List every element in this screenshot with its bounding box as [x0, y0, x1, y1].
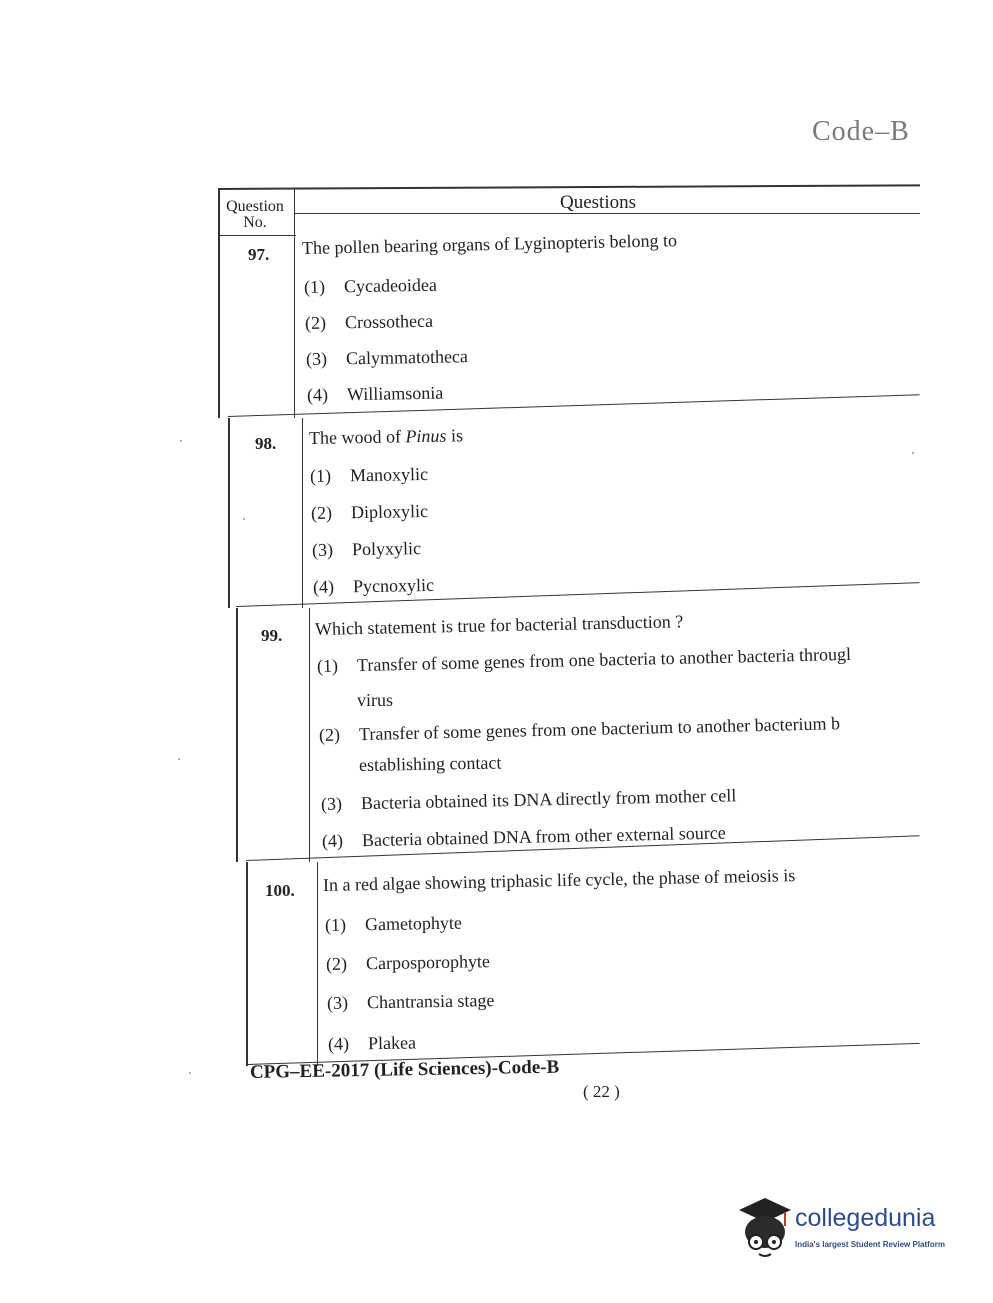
- question-number: 98.: [255, 434, 277, 453]
- scan-speck: [180, 440, 182, 442]
- student-mascot-icon: [735, 1196, 795, 1262]
- column-header-questions: Questions: [560, 192, 636, 213]
- option-item: (4) Pycnoxylic: [312, 574, 435, 597]
- option-item: (2) Diploxylic: [310, 500, 429, 523]
- option-item: (1) Transfer of some genes from one bacteria to another bacteria througl: [316, 643, 852, 676]
- option-item: (1) Cycadeoidea: [303, 274, 438, 297]
- option-item: (2) Transfer of some genes from one bacterium to another bacterium b: [318, 713, 841, 745]
- option-continuation: virus: [357, 690, 393, 710]
- logo-wordmark: collegedunia: [795, 1204, 936, 1232]
- question-number: 97.: [248, 245, 270, 264]
- scan-speck: [243, 518, 245, 520]
- question-number: 99.: [261, 626, 283, 645]
- col-divider-rule-3: [309, 608, 310, 862]
- exam-code-label: Code–B: [812, 116, 910, 147]
- collegedunia-logo: [735, 1196, 965, 1262]
- option-item: (4) Williamsonia: [306, 382, 444, 405]
- column-header-number: Question No.: [226, 198, 284, 231]
- option-item: (1) Manoxylic: [309, 463, 429, 486]
- option-item: (4) Bacteria obtained DNA from other external source: [321, 822, 726, 851]
- option-item: (3) Calymmatotheca: [305, 346, 469, 369]
- col-divider-rule-4: [317, 862, 318, 1066]
- col-divider-rule-2: [302, 418, 303, 608]
- col-number-bottom-rule: [218, 235, 296, 236]
- option-continuation: establishing contact: [358, 752, 502, 775]
- question-text: The pollen bearing organs of Lyginopteris belong to: [301, 230, 678, 258]
- exam-footer: CPG–EE-2017 (Life Sciences)-Code-B: [249, 1056, 560, 1083]
- question-text: In a red algae showing triphasic life cycle, the phase of meiosis is: [322, 865, 796, 895]
- question-text: Which statement is true for bacterial transduction ?: [314, 611, 684, 639]
- table-left-rule-4: [246, 862, 248, 1066]
- scan-speck: [178, 758, 180, 760]
- option-item: (2) Crossotheca: [304, 310, 434, 333]
- table-left-rule-3: [236, 608, 238, 862]
- option-item: (3) Polyxylic: [311, 538, 422, 560]
- option-item: (2) Carposporophyte: [325, 951, 491, 974]
- option-item: (1) Gametophyte: [324, 912, 463, 935]
- option-item: (3) Bacteria obtained its DNA directly from mother cell: [320, 785, 737, 814]
- option-item: (4) Plakea: [327, 1032, 417, 1054]
- scan-speck: [189, 1072, 191, 1074]
- scan-speck: [912, 452, 914, 454]
- logo-tagline: India's largest Student Review Platform: [795, 1240, 945, 1249]
- table-left-rule-2: [228, 418, 230, 608]
- option-item: (3) Chantransia stage: [326, 990, 495, 1013]
- table-top-rule: [218, 184, 920, 190]
- question-number: 100.: [265, 881, 295, 900]
- col-divider-rule: [294, 188, 295, 418]
- question-text: The wood of Pinus is: [308, 425, 464, 448]
- page-number: ( 22 ): [583, 1082, 620, 1101]
